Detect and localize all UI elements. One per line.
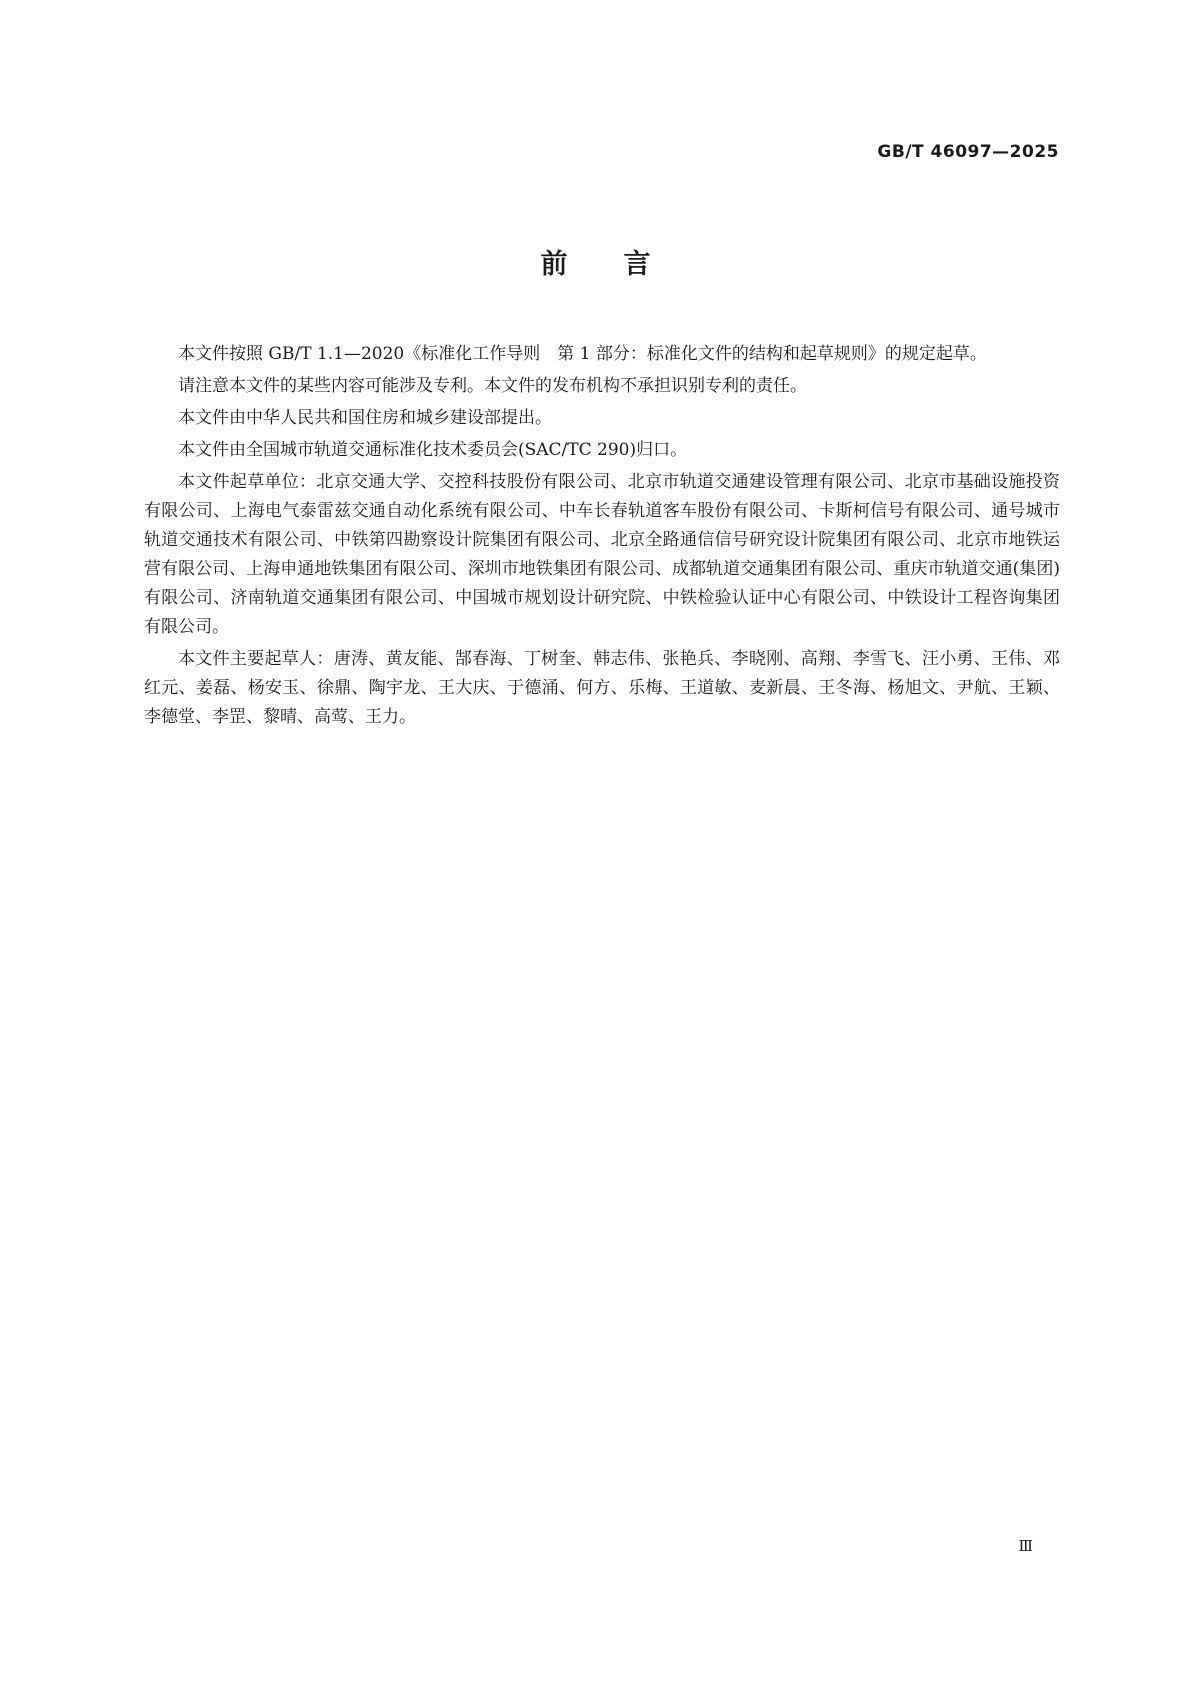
page-title: 前言	[540, 249, 707, 280]
paragraph-proposer: 本文件由中华人民共和国住房和城乡建设部提出。	[178, 408, 552, 428]
paragraph-patent-notice: 请注意本文件的某些内容可能涉及专利。本文件的发布机构不承担识别专利的责任。	[178, 376, 807, 396]
standard-code: GB/T 46097—2025	[877, 142, 1059, 162]
foreword-body	[144, 340, 1060, 735]
page-number: Ⅲ	[1018, 1537, 1033, 1555]
paragraph-drafters: 本文件主要起草人：唐涛、黄友能、郜春海、丁树奎、韩志伟、张艳兵、李晓刚、高翔、李雪飞、汪小勇、王伟、邓红元、姜磊、杨安玉、徐鼎、陶宇龙、王大庆、于德涌、何方、乐梅、王道敏、麦新晨、王冬海、杨旭文、尹航、王颖、李德堂、李罡、黎晴、高莺、王力。	[144, 649, 1060, 727]
paragraph-drafting-rules: 本文件按照 GB/T 1.1—2020《标准化工作导则 第 1 部分：标准化文件的结构和起草规则》的规定起草。	[178, 344, 987, 364]
paragraph-technical-committee: 本文件由全国城市轨道交通标准化技术委员会(SAC/TC 290)归口。	[178, 440, 688, 460]
paragraph-drafting-units: 本文件起草单位：北京交通大学、交控科技股份有限公司、北京市轨道交通建设管理有限公司、北京市基础设施投资有限公司、上海电气泰雷兹交通自动化系统有限公司、中车长春轨道客车股份有限公司、卡斯柯信号有限公司、通号城市轨道交通技术有限公司、中铁第四勘察设计院集团有限公司、北京全路通信信号研究设计院集团有限公司、北京市地铁运营有限公司、上海申通地铁集团有限公司、深圳市地铁集团有限公司、成都轨道交通集团有限公司、重庆市轨道交通(集团)有限公司、济南轨道交通集团有限公司、中国城市规划设计研究院、中铁检验认证中心有限公司、中铁设计工程咨询集团有限公司。	[144, 472, 1060, 637]
